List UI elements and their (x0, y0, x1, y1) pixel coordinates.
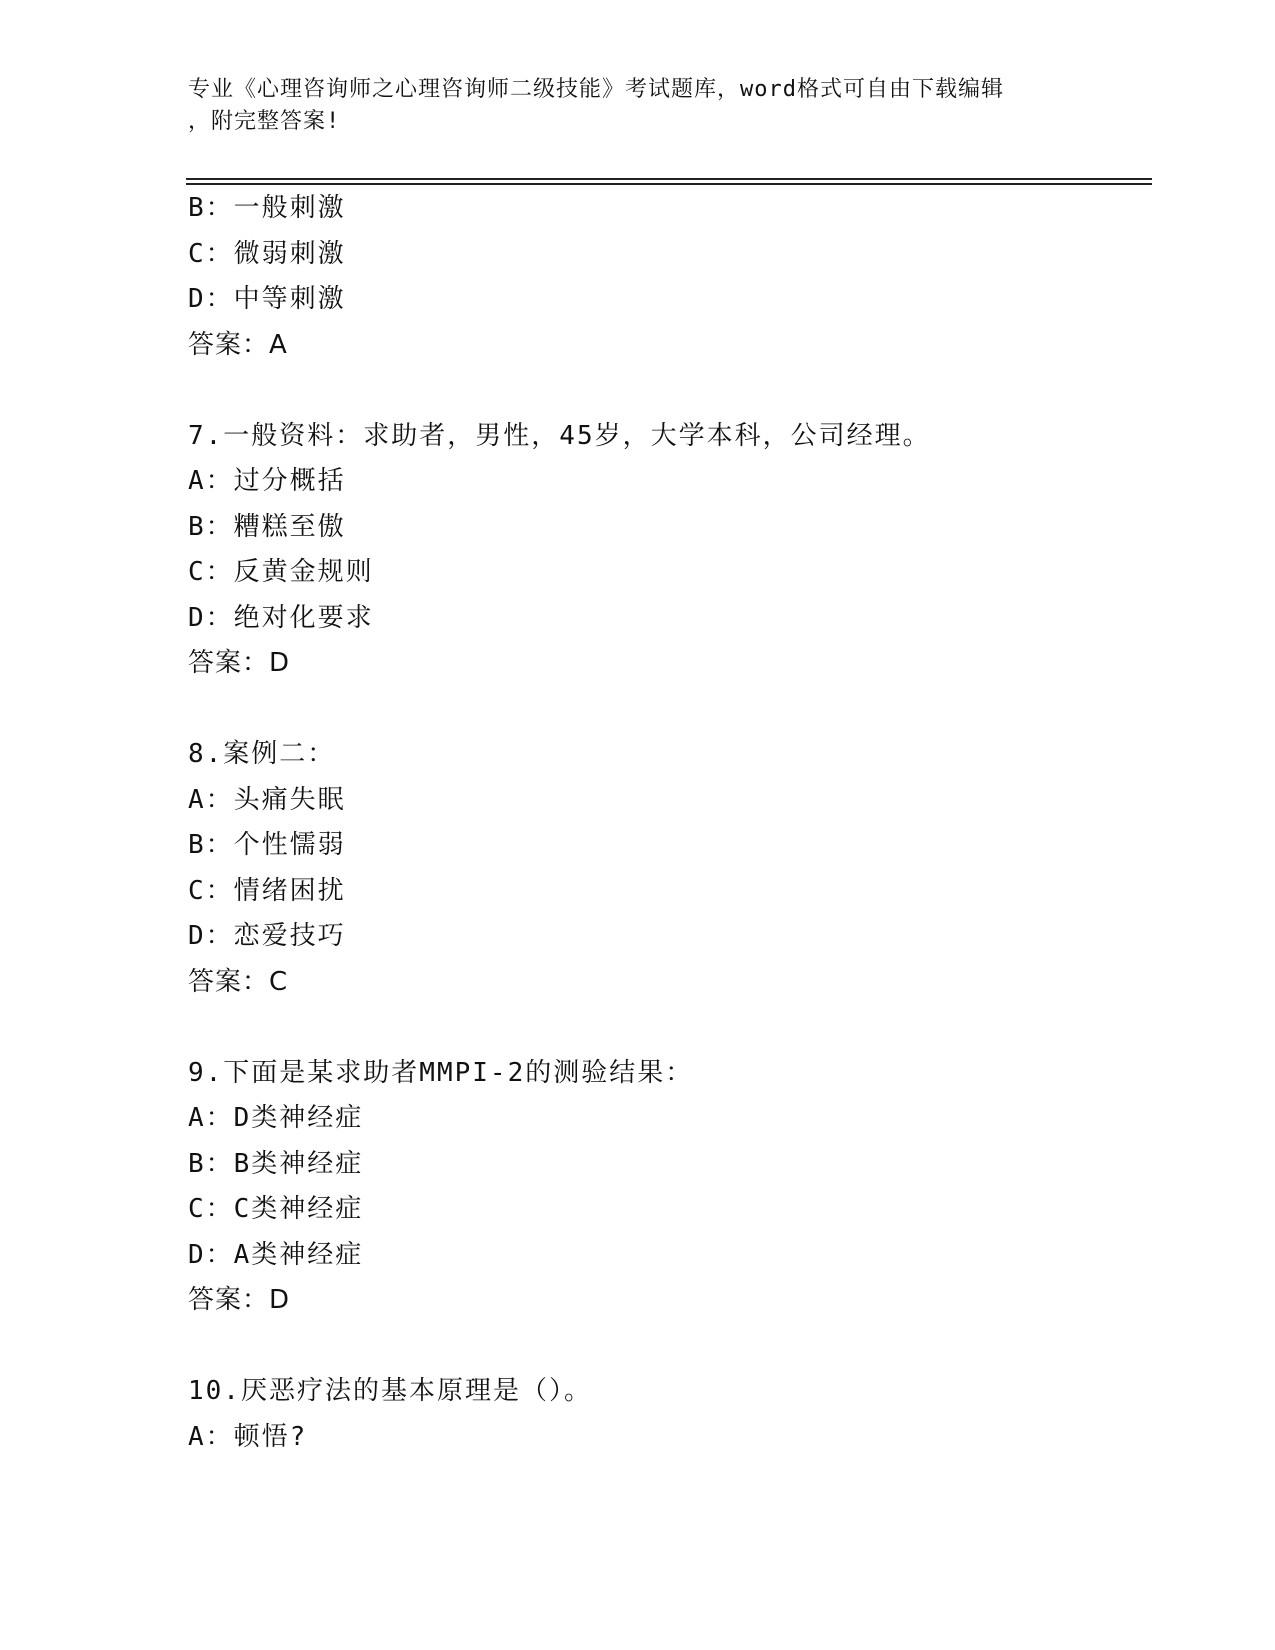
option-b: B：B类神经症 (188, 1148, 364, 1179)
option-a: A：头痛失眠 (188, 784, 346, 815)
question-stem: 7.一般资料：求助者，男性，45岁，大学本科，公司经理。 (188, 420, 931, 451)
document-header (188, 74, 1068, 138)
question-9 (188, 1051, 1168, 1324)
spacer (188, 368, 1168, 414)
option-d: D：绝对化要求 (188, 602, 374, 633)
option-c: C：C类神经症 (188, 1194, 364, 1224)
answer-line: 答案：D (188, 648, 291, 678)
option-d: D：中等刺激 (188, 284, 346, 314)
spacer (188, 687, 1168, 733)
option-a: A：D类神经症 (188, 1103, 364, 1133)
question-stem: 9.下面是某求助者MMPI-2的测验结果： (188, 1057, 694, 1088)
option-b: B：个性懦弱 (188, 830, 346, 860)
option-b: B：一般刺激 (188, 193, 346, 223)
answer-line: 答案：D (188, 1285, 291, 1315)
header-divider-top (186, 178, 1152, 180)
question-6-partial (188, 186, 1168, 368)
header-line-2: ，附完整答案! (188, 109, 341, 134)
question-stem: 10.厌恶疗法的基本原理是（）。 (188, 1376, 592, 1406)
question-7 (188, 414, 1168, 687)
spacer (188, 1324, 1168, 1370)
header-divider-bottom (186, 183, 1152, 185)
option-d: D：A类神经症 (188, 1239, 364, 1270)
question-stem: 8.案例二： (188, 739, 336, 769)
answer-line: 答案：A (188, 329, 288, 360)
question-10 (188, 1369, 1168, 1460)
option-c: C：反黄金规则 (188, 557, 374, 587)
option-c: C：情绪困扰 (188, 875, 346, 906)
option-c: C：微弱刺激 (188, 238, 346, 269)
option-b: B：糟糕至傲 (188, 511, 346, 542)
option-a: A：顿悟? (188, 1421, 308, 1452)
option-d: D：恋爱技巧 (188, 921, 346, 951)
question-list (188, 186, 1168, 1460)
option-a: A：过分概括 (188, 466, 346, 496)
spacer (188, 1005, 1168, 1051)
answer-line: 答案：C (188, 966, 289, 997)
question-8 (188, 732, 1168, 1005)
header-line-1: 专业《心理咨询师之心理咨询师二级技能》考试题库，word格式可自由下载编辑 (188, 77, 1004, 102)
